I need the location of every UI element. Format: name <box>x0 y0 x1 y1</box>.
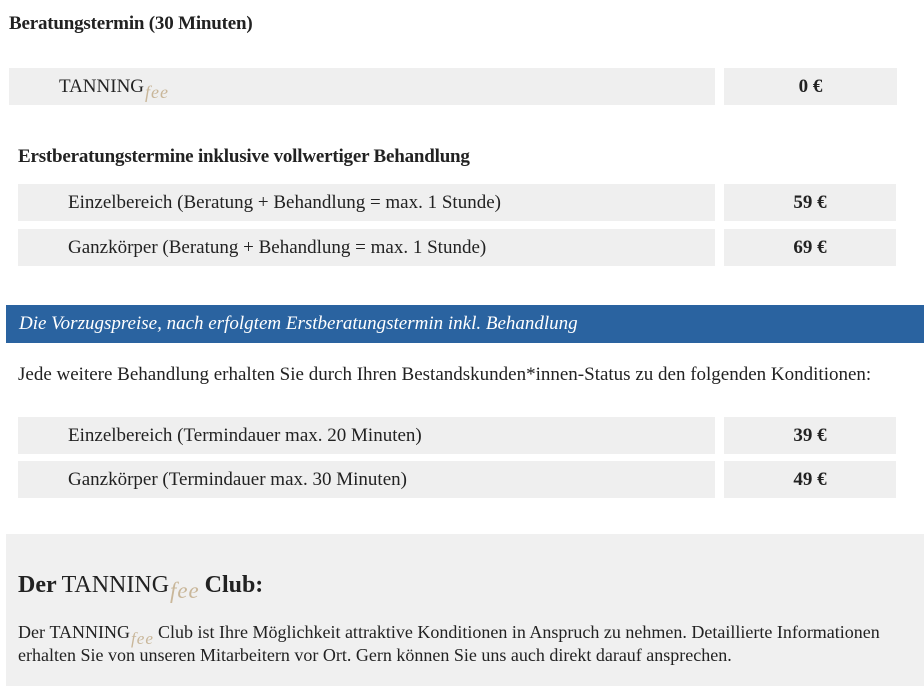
pref-row-full-body-label: Ganzkörper (Termindauer max. 30 Minuten) <box>18 461 715 498</box>
pref-row-single-area-price: 39 € <box>724 417 896 454</box>
club-info-box <box>6 534 924 686</box>
pref-row-full-body-price: 49 € <box>724 461 896 498</box>
consultation-row-label <box>9 68 715 105</box>
tanningfee-logo: TANNING fee <box>49 622 154 648</box>
tanningfee-logo: TANNING fee <box>61 572 200 603</box>
club-heading: Der TANNING fee Club: <box>18 572 264 603</box>
first-appointment-heading: Erstberatungstermine inklusive vollwertiger Behandlung <box>18 146 470 167</box>
club-description: Der TANNING fee Club ist Ihre Möglichkeit attraktive Konditionen in Anspruch zu nehmen. Detaillierte Informationen erhalten Sie von unseren Mitarbeitern vor Ort. Gern können Sie uns auch direkt darauf ansprechen. <box>18 622 880 665</box>
consultation-price: 0 € <box>724 68 897 105</box>
preferential-intro-text: Jede weitere Behandlung erhalten Sie durch Ihren Bestandskunden*innen-Status zu den folgenden Konditionen: <box>18 364 872 385</box>
first-row-single-area-price: 59 € <box>724 184 896 221</box>
first-row-single-area-label: Einzelbereich (Beratung + Behandlung = max. 1 Stunde) <box>18 184 715 221</box>
first-row-full-body-price: 69 € <box>724 229 896 266</box>
pref-row-single-area-label: Einzelbereich (Termindauer max. 20 Minuten) <box>18 417 715 454</box>
preferential-prices-banner: Die Vorzugspreise, nach erfolgtem Erstberatungstermin inkl. Behandlung <box>6 305 924 343</box>
tanningfee-logo: TANNING fee <box>59 75 170 102</box>
consultation-heading: Beratungstermin (30 Minuten) <box>9 13 253 34</box>
first-row-full-body-label: Ganzkörper (Beratung + Behandlung = max. 1 Stunde) <box>18 229 715 266</box>
